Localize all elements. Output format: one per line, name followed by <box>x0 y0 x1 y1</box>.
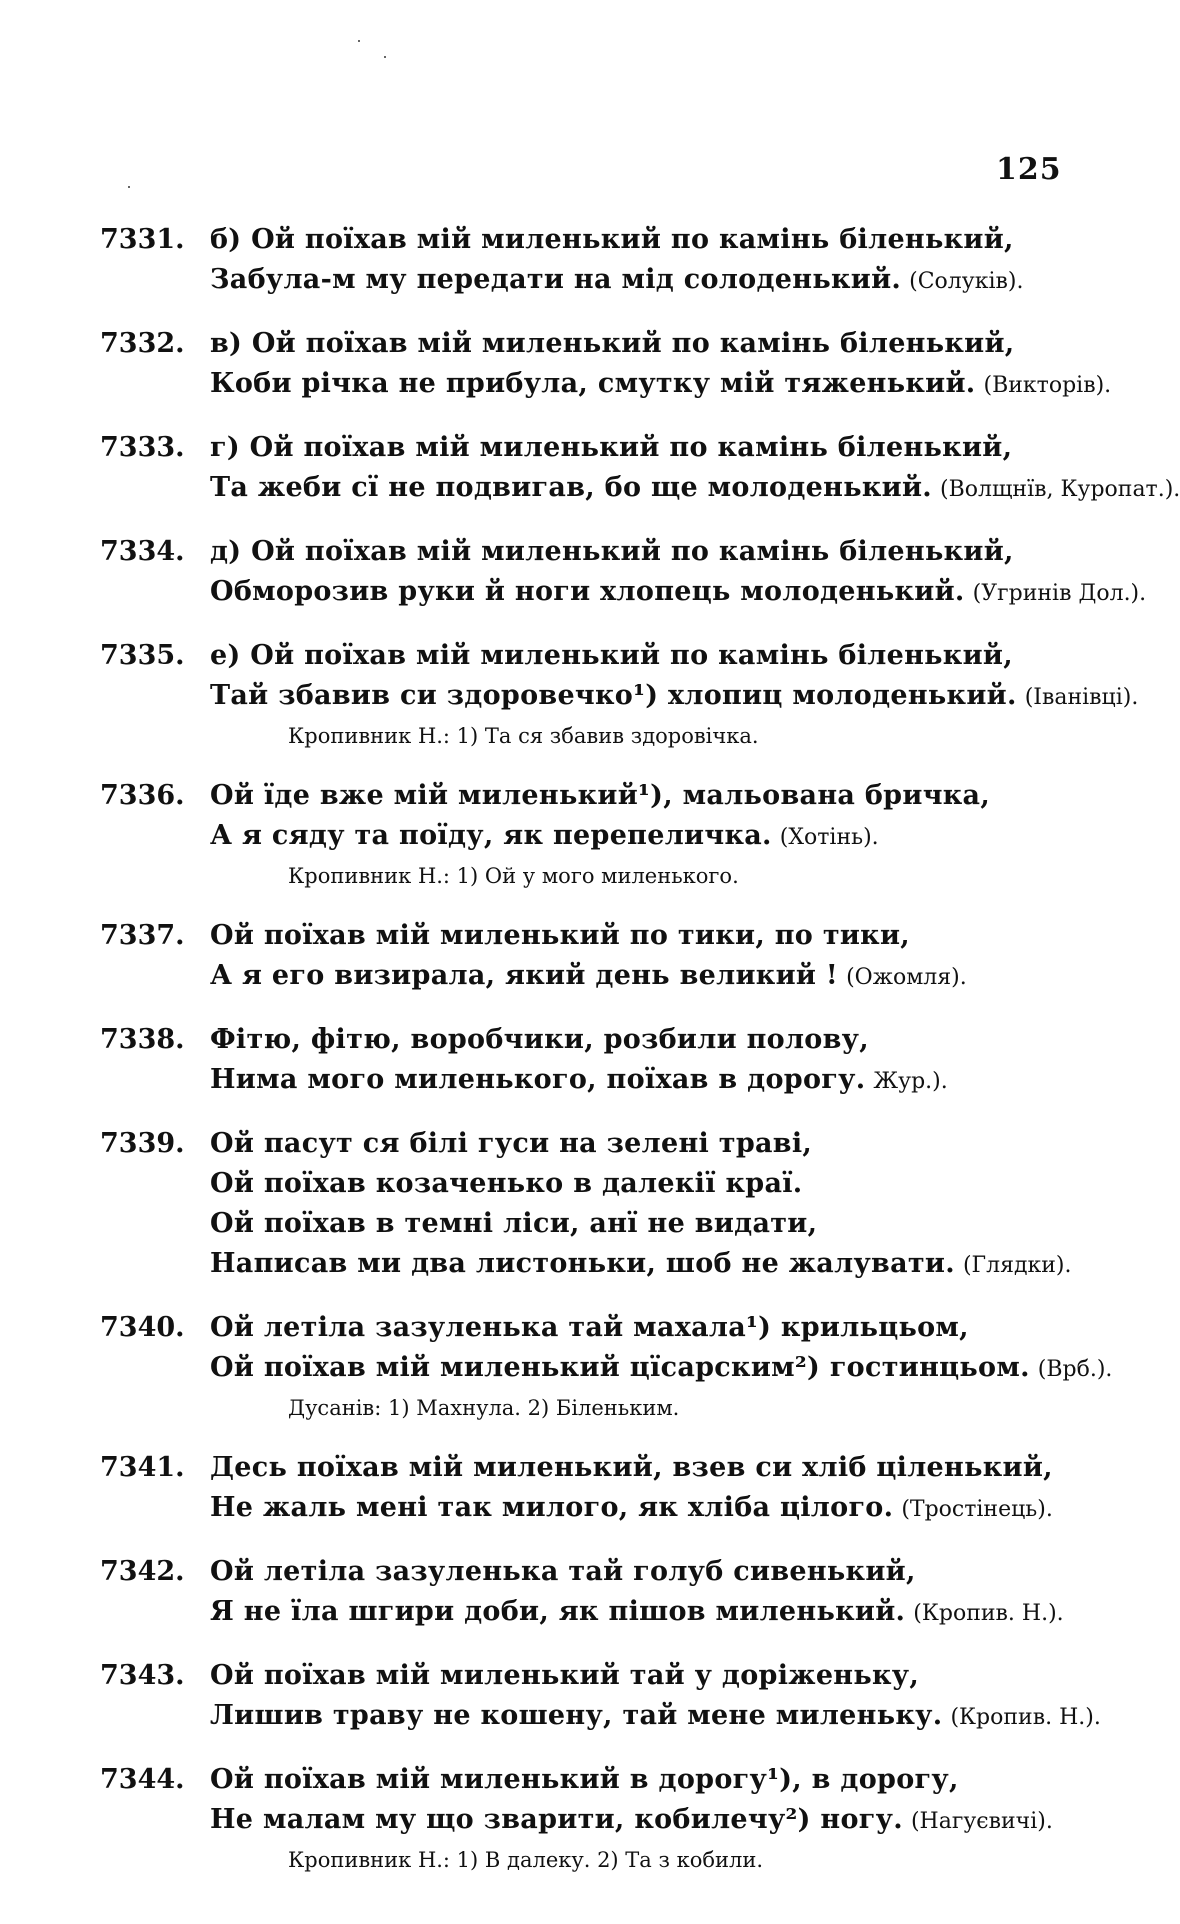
verse-text: Ой поїхав мій миленький тай у доріженьку, <box>210 1660 920 1691</box>
verse-text: Не жаль мені так милого, як хліба цілого. <box>210 1492 894 1523</box>
entry-body <box>210 324 1112 406</box>
verse-line <box>210 364 1112 406</box>
verse-text: Лишив траву не кошену, тай мене миленьку. <box>210 1700 943 1731</box>
verse-line <box>210 1164 1090 1204</box>
verse-text: Написав ми два листоньки, шоб не жалувати. <box>210 1248 955 1279</box>
entry-body <box>210 1020 1090 1102</box>
verse-text: Ой поїхав мій миленький по тики, по тики, <box>210 920 910 951</box>
entry-body <box>210 1656 1101 1738</box>
song-entry <box>0 1308 1140 1426</box>
verse-text: в) Ой поїхав мій миленький по камінь біленький, <box>210 328 1015 359</box>
entry-number: 7333. <box>100 432 185 463</box>
verse-line <box>210 816 1090 858</box>
source-location: (Хотінь). <box>779 825 879 850</box>
verse-text: Коби річка не прибула, смутку мій тяженький. <box>210 368 976 399</box>
entry-body <box>210 1448 1090 1530</box>
entry-body <box>210 428 1180 510</box>
entry-body <box>210 1124 1090 1286</box>
verse-text: б) Ой поїхав мій миленький по камінь біленький, <box>210 224 1014 255</box>
verse-line <box>210 1348 1113 1390</box>
entry-body <box>210 636 1139 754</box>
entry-number: 7344. <box>100 1764 185 1795</box>
song-entry <box>0 1552 1140 1634</box>
entry-body <box>210 776 1090 894</box>
verse-line <box>210 1488 1090 1530</box>
entry-body <box>210 1308 1113 1426</box>
verse-line <box>210 1244 1090 1286</box>
verse-text: Тай збавив си здоровечко¹) хлопиц молоденький. <box>210 680 1017 711</box>
verse-line <box>210 428 1090 468</box>
entry-number: 7335. <box>100 640 185 671</box>
verse-line <box>210 1020 1090 1060</box>
entries-list <box>0 220 1180 1900</box>
verse-line <box>210 1656 1090 1696</box>
song-entry <box>0 324 1140 406</box>
verse-line <box>210 572 1147 614</box>
verse-text: Фітю, фітю, воробчики, розбили полову, <box>210 1024 869 1055</box>
source-location: (Врб.). <box>1037 1357 1113 1382</box>
verse-text: е) Ой поїхав мій миленький по камінь біленький, <box>210 640 1013 671</box>
verse-text: Нима мого миленького, поїхав в дорогу. <box>210 1064 866 1095</box>
footnote: Дусанів: 1) Махнула. 2) Біленьким. <box>288 1396 680 1420</box>
entry-number: 7338. <box>100 1024 185 1055</box>
source-location: (Волщнїв, Куропат.). <box>939 477 1180 502</box>
source-location: (Нагуєвичі). <box>910 1809 1053 1834</box>
entry-number: 7337. <box>100 920 185 951</box>
verse-line <box>210 1308 1090 1348</box>
song-entry <box>0 1020 1140 1102</box>
verse-line <box>210 324 1090 364</box>
verse-line <box>210 1696 1101 1738</box>
page-number: 125 <box>996 152 1062 187</box>
entry-number: 7340. <box>100 1312 185 1343</box>
entry-number: 7331. <box>100 224 185 255</box>
source-location: (Ожомля). <box>846 965 967 990</box>
verse-line <box>210 1800 1090 1842</box>
entry-body <box>210 1760 1090 1878</box>
verse-line <box>210 776 1090 816</box>
entry-number: 7332. <box>100 328 185 359</box>
source-location: (Викторів). <box>983 373 1112 398</box>
song-entry <box>0 532 1147 614</box>
footnote: Кропивник Н.: 1) Ой у мого миленького. <box>288 864 739 888</box>
verse-text: Ой їде вже мій миленький¹), мальована бричка, <box>210 780 991 811</box>
verse-line <box>210 1204 1090 1244</box>
verse-text: Обморозив руки й ноги хлопець молоденький. <box>210 576 965 607</box>
verse-line <box>210 1124 1090 1164</box>
source-location: (Солуків). <box>909 269 1024 294</box>
source-location: (Глядки). <box>962 1253 1072 1278</box>
verse-line <box>210 636 1090 676</box>
verse-text: г) Ой поїхав мій миленький по камінь біленький, <box>210 432 1013 463</box>
entry-body <box>210 532 1147 614</box>
source-location: (Іванівці). <box>1024 685 1139 710</box>
verse-line <box>210 1592 1090 1634</box>
source-location: (Тростінець). <box>901 1497 1053 1522</box>
footnote: Кропивник Н.: 1) Та ся збавив здоровічка. <box>288 724 759 748</box>
source-location: (Кропив. Н.). <box>950 1705 1101 1730</box>
song-entry <box>0 1124 1140 1286</box>
verse-text: Ой поїхав мій миленький в дорогу¹), в дорогу, <box>210 1764 959 1795</box>
entry-number: 7343. <box>100 1660 185 1691</box>
song-entry <box>0 1656 1140 1738</box>
verse-text: А я его визирала, який день великий ! <box>210 960 839 991</box>
song-entry <box>0 1760 1140 1878</box>
source-location: (Кропив. Н.). <box>913 1601 1064 1626</box>
verse-line <box>210 956 1090 998</box>
verse-text: д) Ой поїхав мій миленький по камінь біленький, <box>210 536 1014 567</box>
verse-line <box>210 916 1090 956</box>
verse-text: Ой поїхав козаченько в далекії краї. <box>210 1168 803 1199</box>
entry-body <box>210 1552 1090 1634</box>
footnote: Кропивник Н.: 1) В далеку. 2) Та з кобили. <box>288 1848 764 1872</box>
entry-body <box>210 220 1090 302</box>
entry-number: 7341. <box>100 1452 185 1483</box>
verse-text: Ой поїхав в темні ліси, анї не видати, <box>210 1208 818 1239</box>
verse-line <box>210 1552 1090 1592</box>
verse-line <box>210 1060 1090 1102</box>
song-entry <box>0 636 1140 754</box>
verse-line <box>210 532 1090 572</box>
song-entry <box>0 428 1180 510</box>
verse-line <box>210 260 1090 302</box>
entry-number: 7339. <box>100 1128 185 1159</box>
song-entry <box>0 220 1140 302</box>
song-entry <box>0 776 1140 894</box>
verse-line <box>210 220 1090 260</box>
song-entry <box>0 1448 1140 1530</box>
verse-text: Ой поїхав мій миленький цїсарским²) гостинцьом. <box>210 1352 1030 1383</box>
verse-line <box>210 1448 1090 1488</box>
verse-text: Десь поїхав мій миленький, взев си хліб ціленький, <box>210 1452 1053 1483</box>
verse-text: Забула-м му передати на мід солоденький. <box>210 264 902 295</box>
verse-text: А я сяду та поїду, як перепеличка. <box>210 820 772 851</box>
entry-number: 7334. <box>100 536 185 567</box>
verse-text: Ой летіла зазуленька тай голуб сивенький, <box>210 1556 916 1587</box>
source-location: (Угринів Дол.). <box>972 581 1147 606</box>
verse-text: Та жеби сї не подвигав, бо ще молоденький. <box>210 472 932 503</box>
source-location: Жур.). <box>873 1069 948 1094</box>
verse-text: Не малам му що зварити, кобилечу²) ногу. <box>210 1804 903 1835</box>
entry-number: 7342. <box>100 1556 185 1587</box>
song-entry <box>0 916 1140 998</box>
verse-line <box>210 1760 1090 1800</box>
entry-body <box>210 916 1090 998</box>
verse-line <box>210 468 1180 510</box>
verse-text: Ой пасут ся білі гуси на зелені траві, <box>210 1128 813 1159</box>
verse-text: Я не їла шгири доби, як пішов миленький. <box>210 1596 906 1627</box>
verse-line <box>210 676 1139 718</box>
verse-text: Ой летіла зазуленька тай махала¹) крильцьом, <box>210 1312 969 1343</box>
entry-number: 7336. <box>100 780 185 811</box>
